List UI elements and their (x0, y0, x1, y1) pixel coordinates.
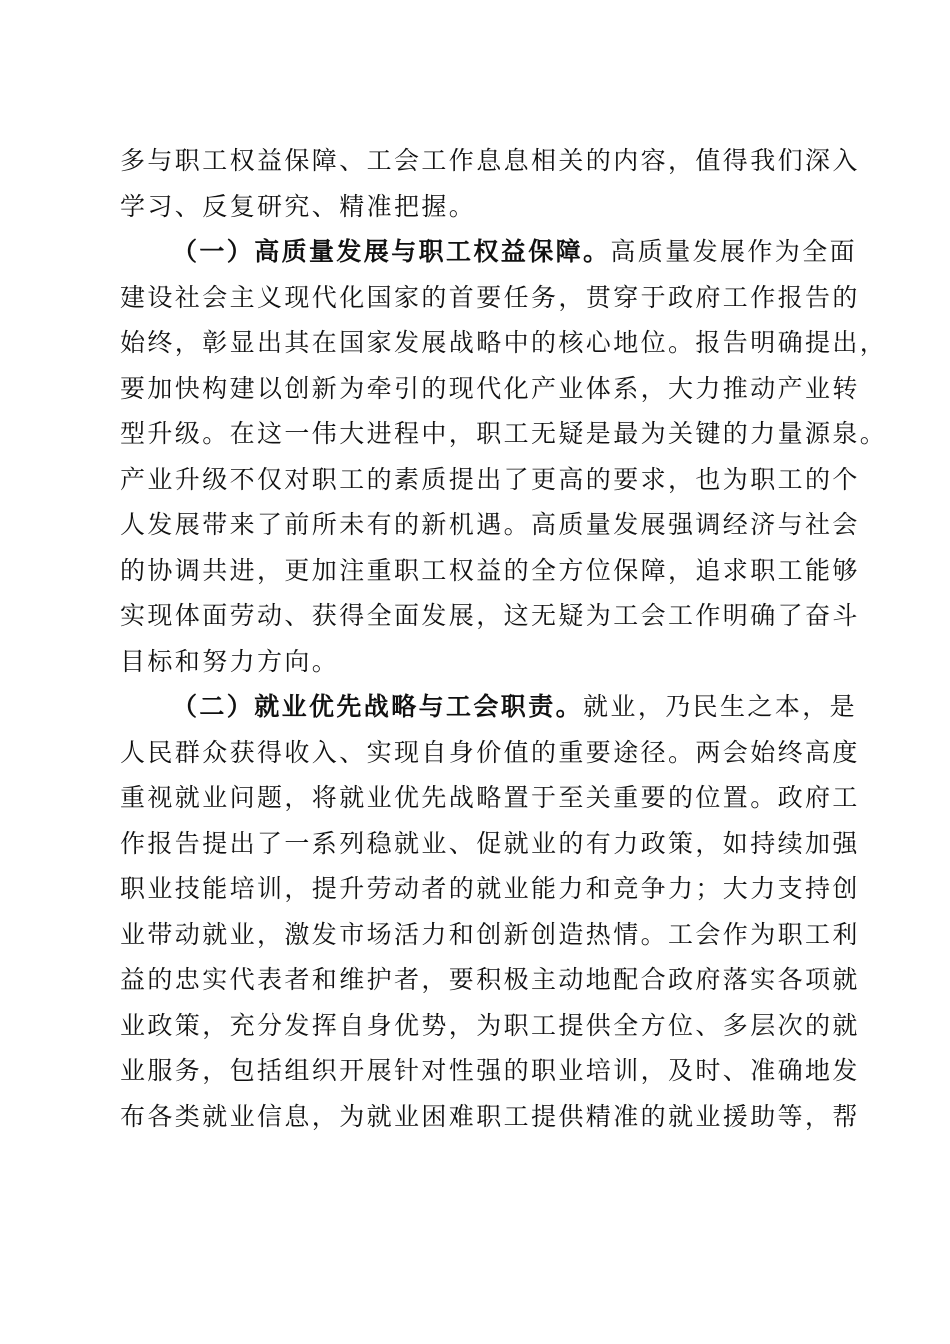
section1-heading: （一）高质量发展与职工权益保障。 (172, 237, 611, 266)
intro-line: 学习、反复研究、精准把握。 (120, 191, 477, 221)
section1-line: 的协调共进，更加注重职工权益的全方位保障，追求职工能够 (120, 555, 860, 585)
section1-first-line-text: 高质量发展作为全面 (610, 237, 858, 266)
section2-line: 人民群众获得收入、实现自身价值的重要途径。两会始终高度 (120, 737, 860, 767)
section2-line: 益的忠实代表者和维护者，要积极主动地配合政府落实各项就 (120, 965, 860, 994)
section2-line: 重视就业问题，将就业优先战略置于至关重要的位置。政府工 (120, 783, 860, 812)
section2-first-line (120, 684, 858, 730)
section2-first-line-text: 就业，乃民生之本，是 (583, 692, 858, 721)
section1-line: 实现体面劳动、获得全面发展，这无疑为工会工作明确了奋斗 (120, 601, 860, 630)
section1-line: 人发展带来了前所未有的新机遇。高质量发展强调经济与社会 (120, 510, 860, 539)
section1-line: 要加快构建以创新为牵引的现代化产业体系，大力推动产业转 (120, 373, 860, 403)
section2-line: 业政策，充分发挥自身优势，为职工提供全方位、多层次的就 (120, 1010, 860, 1040)
section1-line: 目标和努力方向。 (120, 646, 340, 676)
section1-line: 产业升级不仅对职工的素质提出了更高的要求，也为职工的个 (120, 464, 860, 494)
section2-line: 作报告提出了一系列稳就业、促就业的有力政策，如持续加强 (120, 828, 860, 858)
document-body (120, 138, 888, 1139)
section2-heading: （二）就业优先战略与工会职责。 (172, 692, 584, 721)
intro-line: 多与职工权益保障、工会工作息息相关的内容，值得我们深入 (120, 146, 860, 175)
section1-line: 始终，彰显出其在国家发展战略中的核心地位。报告明确提出， (120, 328, 888, 357)
section2-line: 业服务，包括组织开展针对性强的职业培训，及时、准确地发 (120, 1056, 860, 1085)
section2-line: 职业技能培训，提升劳动者的就业能力和竞争力；大力支持创 (120, 874, 860, 903)
section1-first-line (120, 229, 858, 275)
section1-line: 型升级。在这一伟大进程中，职工无疑是最为关键的力量源泉。 (120, 419, 888, 448)
section1-line: 建设社会主义现代化国家的首要任务，贯穿于政府工作报告的 (120, 282, 860, 312)
section2-line: 业带动就业，激发市场活力和创新创造热情。工会作为职工利 (120, 919, 860, 949)
section2-line: 布各类就业信息，为就业困难职工提供精准的就业援助等，帮 (120, 1101, 860, 1131)
